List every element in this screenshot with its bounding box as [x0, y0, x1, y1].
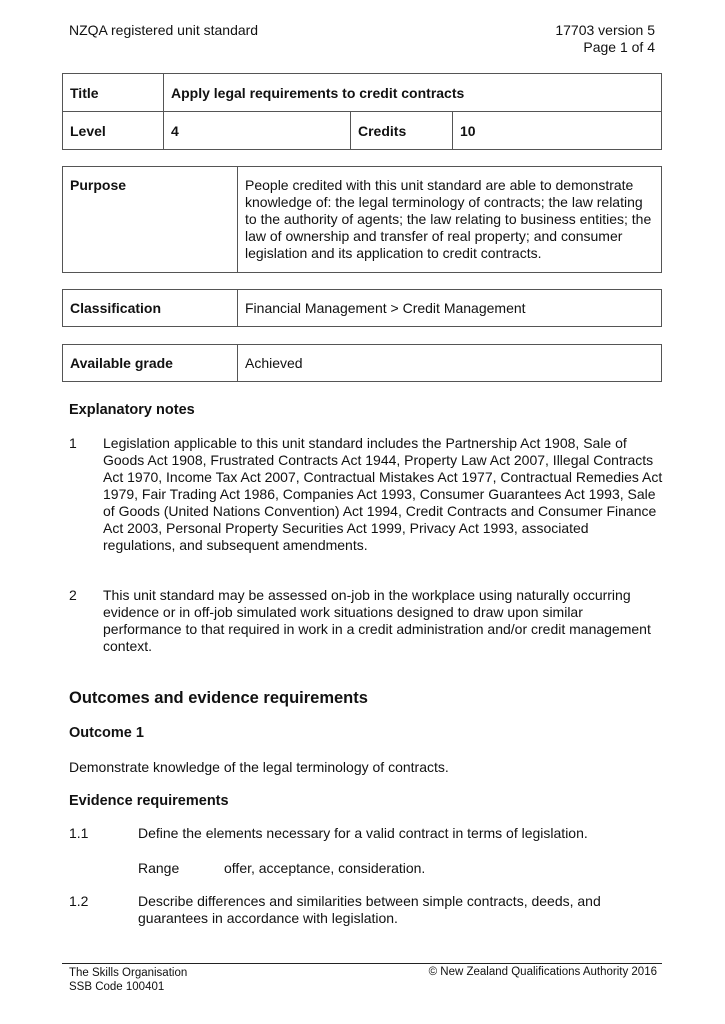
evidence-text: Define the elements necessary for a valid contract in terms of legislation. — [138, 825, 588, 841]
explanatory-heading: Explanatory notes — [69, 402, 195, 418]
outcome-1-text: Demonstrate knowledge of the legal terminology of contracts. — [69, 759, 449, 775]
ssb-code: SSB Code 100401 — [69, 981, 165, 993]
range-text: offer, acceptance, consideration. — [224, 860, 426, 876]
purpose-text: People credited with this unit standard are able to demonstrate knowledge of: the legal terminology of contracts; the law relating to the authority of agents; the law relating to business entities; the law of ownership and transfer of real property; and consumer legislation and its application to credit contracts. — [238, 167, 662, 273]
level-value: 4 — [164, 112, 351, 150]
purpose-table — [62, 166, 662, 273]
purpose-label: Purpose — [63, 167, 238, 273]
evidence-text: Describe differences and similarities between simple contracts, deeds, and guarantees in accordance with legislation. — [138, 893, 601, 926]
range-row — [138, 860, 425, 876]
page-number: Page 1 of 4 — [583, 39, 655, 55]
title-table — [62, 73, 662, 150]
title-label: Title — [63, 74, 164, 112]
note-text: Legislation applicable to this unit standard includes the Partnership Act 1908, Sale of Goods Act 1908, Frustrated Contracts Act 1944, Property Law Act 2007, Illegal Contracts Act 1970, Income Tax Act 2007, Contractual Mistakes Act 1977, Contractual Remedies Act 1979, Fair Trading Act 1986, Companies Act 1993, Consumer Guarantees Act 1993, Sale of Goods (United Nations Convention) Act 1994, Credit Contracts and Consumer Finance Act 2003, Personal Property Securities Act 1999, Privacy Act 1993, associated regulations, and subsequent amendments. — [103, 435, 663, 553]
evidence-heading: Evidence requirements — [69, 793, 229, 809]
outcomes-heading: Outcomes and evidence requirements — [69, 689, 368, 707]
header-left: NZQA registered unit standard — [69, 22, 259, 38]
grade-table — [62, 344, 662, 382]
level-label: Level — [63, 112, 164, 150]
note-number: 2 — [69, 587, 77, 603]
footer-left — [69, 966, 187, 994]
credits-label: Credits — [351, 112, 453, 150]
note-number: 1 — [69, 435, 77, 451]
grade-label: Available grade — [63, 345, 238, 382]
header-right — [555, 22, 655, 56]
title-value: Apply legal requirements to credit contracts — [164, 74, 662, 112]
unit-version: 17703 version 5 — [555, 22, 655, 38]
classification-value: Financial Management > Credit Management — [238, 290, 662, 327]
organisation-name: The Skills Organisation — [69, 967, 188, 979]
footer-divider — [62, 963, 662, 964]
outcome-1-heading: Outcome 1 — [69, 725, 144, 741]
grade-value: Achieved — [238, 345, 662, 382]
range-label: Range — [138, 860, 180, 876]
classification-label: Classification — [63, 290, 238, 327]
copyright-notice: © New Zealand Qualifications Authority 2016 — [428, 966, 657, 978]
note-text: This unit standard may be assessed on-job in the workplace using naturally occurring evidence or in off-job simulated work situations designed to draw upon similar performance to that required in work in a credit administration and/or credit management context. — [103, 587, 651, 654]
credits-value: 10 — [453, 112, 662, 150]
classification-table — [62, 289, 662, 327]
evidence-number: 1.2 — [69, 893, 89, 909]
evidence-number: 1.1 — [69, 825, 89, 841]
